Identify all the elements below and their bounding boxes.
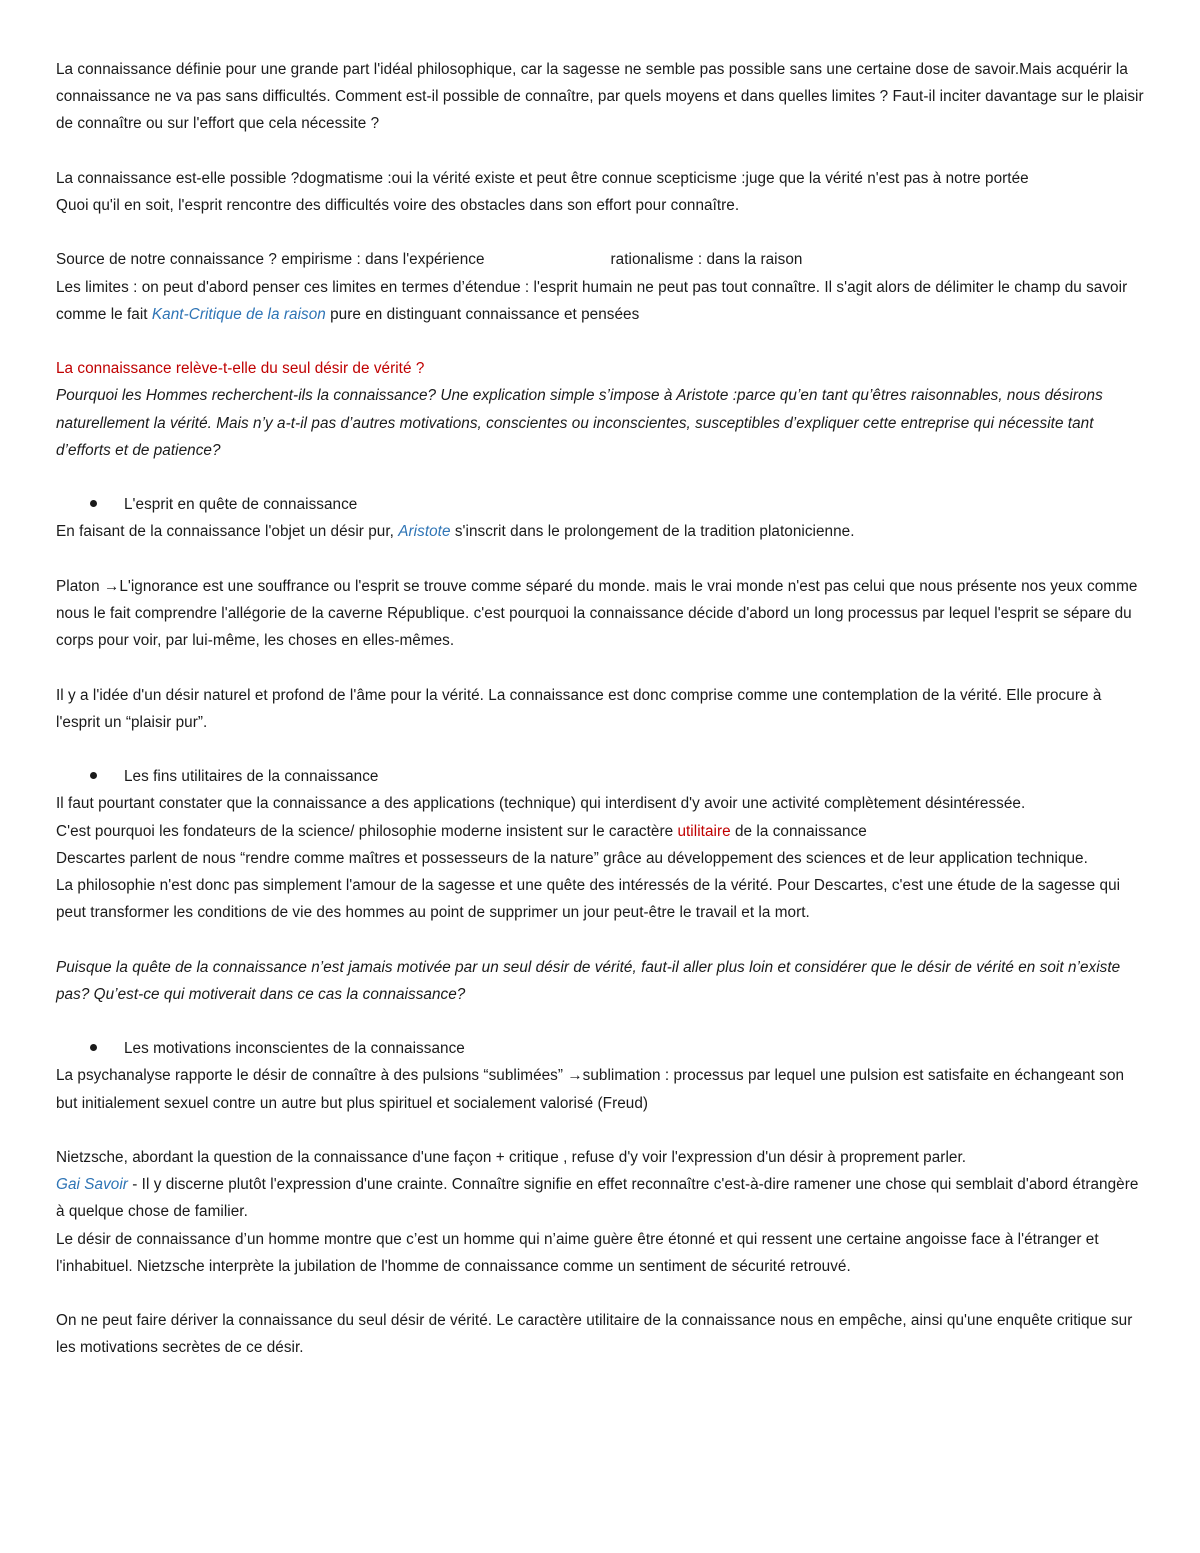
bullet-motivations-inconscientes (56, 1035, 1146, 1062)
platon-paragraph: Platon →L'ignorance est une souffrance ou l'esprit se trouve comme séparé du monde. mais le vrai monde n'est pas celui que nous présente nos yeux comme nous le fait comprendre l'allégorie de la caverne République. c'est pourquoi la connaissance décide d'abord un long processus par lequel l'esprit se sépare du corps pour voir, par lui-même, les choses en elles-mêmes. (56, 577, 1138, 650)
nietzsche-paragraph: Nietzsche, abordant la question de la connaissance d'une façon + critique , refuse d'y voir l'expression d'un désir à proprement parler. (56, 1148, 967, 1166)
spacer (56, 219, 1146, 246)
spacer (56, 1117, 1146, 1144)
bullet-icon (90, 772, 97, 779)
aristote-text-end: s'inscrit dans le prolongement de la tradition platonicienne. (450, 523, 855, 541)
source-rationalisme: rationalisme : dans la raison (610, 251, 803, 269)
spacer (56, 1280, 1146, 1307)
possible-paragraph: La connaissance est-elle possible ?dogmatisme :oui la vérité existe et peut être connue scepticisme :juge que la vérité n'est pas à notre portée (56, 169, 1029, 187)
document-page (56, 56, 1146, 1362)
spacer (56, 926, 1146, 953)
source-paragraph (56, 246, 1146, 273)
spacer (56, 546, 1146, 573)
philosophie-paragraph: La philosophie n'est donc pas simplement l'amour de la sagesse et une quête des intéressés de la vérité. Pour Descartes, c'est une étude de la sagesse qui peut transformer les conditions de vie des hommes au point de supprimer un jour peut-être le travail et la mort. (56, 876, 1121, 922)
descartes-paragraph: Descartes parlent de nous “rendre comme maîtres et possesseurs de la nature” grâce au développement des sciences et de leur application technique. (56, 849, 1088, 867)
gai-savoir-paragraph (56, 1171, 1146, 1225)
applications-paragraph: Il faut pourtant constater que la connaissance a des applications (technique) qui interdisent d'y avoir une activité complètement désintéressée. (56, 795, 1026, 813)
question-paragraph: Puisque la quête de la connaissance n’est jamais motivée par un seul désir de vérité, faut-il aller plus loin et considérer que le désir de vérité en soit n’existe pas? Qu’est-ce qui motiverait dans ce cas la connaissance? (56, 958, 1121, 1003)
aristote-text: En faisant de la connaissance l'objet un désir pur, (56, 523, 399, 541)
spacer (56, 1008, 1146, 1035)
difficulties-paragraph: Quoi qu'il en soit, l'esprit rencontre des difficultés voire des obstacles dans son effort pour connaître. (56, 197, 740, 214)
bullet-icon (90, 1044, 97, 1051)
utilitaire-word: utilitaire (677, 822, 731, 840)
psychanalyse-paragraph: La psychanalyse rapporte le désir de connaître à des pulsions “sublimées” →sublimation : processus par lequel une pulsion est satisfaite en échangeant son but initialement sexuel contre un autre but plus spirituel et socialement valorisé (Freud) (56, 1067, 1125, 1112)
kant-link[interactable]: Kant-Critique de la raison (151, 305, 326, 323)
desire-paragraph: Il y a l'idée d'un désir naturel et profond de l'âme pour la vérité. La connaissance est donc comprise comme une contemplation de la vérité. Elle procure à l'esprit un “plaisir pur”. (56, 686, 1102, 731)
fondateurs-text: C'est pourquoi les fondateurs de la science/ philosophie moderne insistent sur le caractère (56, 822, 678, 840)
spacer (56, 736, 1146, 763)
bullet-title: Les fins utilitaires de la connaissance (124, 768, 379, 786)
source-empirisme: Source de notre connaissance ? empirisme : dans l'expérience (56, 251, 485, 269)
aristote-paragraph (56, 518, 1146, 545)
angoisse-paragraph: Le désir de connaissance d’un homme montre que c’est un homme qui n’aime guère être étonné et qui ressent une certaine angoisse face à l'étranger et l'inhabituel. Nietzsche interprète la jubilation de l'homme de connaissance comme un sentiment de sécurité retrouvé. (56, 1230, 1099, 1275)
spacer (56, 464, 1146, 491)
spacer (56, 654, 1146, 681)
gai-savoir-link[interactable]: Gai Savoir (56, 1176, 128, 1194)
intro-paragraph: La connaissance définie pour une grande part l'idéal philosophique, car la sagesse ne semble pas possible sans une certaine dose de savoir.Mais acquérir la connaissance ne va pas sans difficultés. Comment est-il possible de connaître, par quels moyens et dans quelles limites ? Faut-il inciter davantage sur le plaisir de connaître ou sur l'effort que cela nécessite ? (56, 61, 1144, 133)
section-title: La connaissance relève-t-elle du seul désir de vérité ? (56, 360, 425, 378)
limits-text-end: pure en distinguant connaissance et pensées (325, 305, 640, 323)
bullet-icon (90, 500, 97, 507)
gai-savoir-text: - Il y discerne plutôt l'expression d'une crainte. Connaître signifie en effet reconnaître c'est-à-dire ramener une chose qui semblait d'abord étrangère à quelque chose de familier. (56, 1176, 1139, 1221)
fondateurs-paragraph (56, 818, 1146, 845)
limits-paragraph (56, 274, 1146, 328)
limits-text: Les limites : on peut d'abord penser ces limites en termes d’étendue : l'esprit humain ne peut pas tout connaître. Il s'agit alors de délimiter le champ du savoir comme le fait (56, 278, 1128, 323)
conclusion-paragraph: On ne peut faire dériver la connaissance du seul désir de vérité. Le caractère utilitaire de la connaissance nous en empêche, ainsi qu'une enquête critique sur les motivations secrètes de ce désir. (56, 1312, 1133, 1357)
bullet-esprit-quete (56, 491, 1146, 518)
spacer (56, 328, 1146, 355)
spacer (56, 138, 1146, 165)
aristote-link[interactable]: Aristote (398, 523, 451, 541)
bullet-fins-utilitaires (56, 763, 1146, 790)
bullet-title: L'esprit en quête de connaissance (124, 496, 358, 514)
section-intro: Pourquoi les Hommes recherchent-ils la connaissance? Une explication simple s’impose à Aristote :parce qu’en tant qu’êtres raisonnables, nous désirons naturellement la vérité. Mais n’y a-t-il pas d’autres motivations, conscientes ou inconscientes, susceptibles d’expliquer cette entreprise qui nécessite tant d’efforts et de patience? (56, 387, 1103, 459)
bullet-title: Les motivations inconscientes de la connaissance (124, 1040, 465, 1058)
fondateurs-text-end: de la connaissance (730, 822, 867, 840)
